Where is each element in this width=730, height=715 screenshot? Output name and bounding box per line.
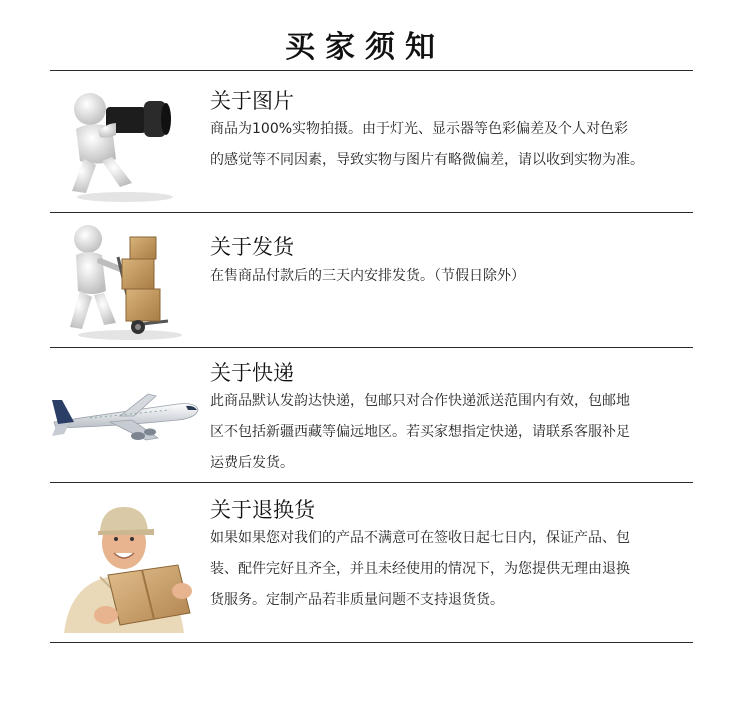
section-heading: 关于快递 bbox=[210, 361, 294, 385]
description-line: 运费后发货。 bbox=[210, 455, 294, 471]
airplane-icon bbox=[50, 360, 200, 490]
section-heading: 关于图片 bbox=[210, 89, 294, 113]
description-line: 的感觉等不同因素，导致实物与图片有略微偏差，请以收到实物为准。 bbox=[210, 152, 644, 168]
section-heading: 关于发货 bbox=[210, 235, 294, 259]
section-pictures bbox=[50, 71, 693, 212]
photographer-icon bbox=[50, 79, 200, 209]
section-description bbox=[210, 523, 700, 616]
divider bbox=[50, 642, 693, 643]
page-title: 买家须知 bbox=[285, 30, 445, 65]
section-description bbox=[210, 386, 700, 479]
description-line: 在售商品付款后的三天内安排发货。（节假日除外） bbox=[210, 268, 525, 284]
section-description bbox=[210, 114, 700, 176]
section-shipping bbox=[50, 213, 693, 347]
description-line: 区不包括新疆西藏等偏远地区。若买家想指定快递，请联系客服补足 bbox=[210, 424, 630, 440]
section-heading: 关于退换货 bbox=[210, 498, 315, 522]
description-line: 商品为100%实物拍摄。由于灯光、显示器等色彩偏差及个人对色彩 bbox=[210, 121, 629, 137]
delivery-cart-icon bbox=[50, 217, 200, 347]
description-line: 货服务。定制产品若非质量问题不支持退货货。 bbox=[210, 592, 504, 608]
description-line: 装、配件完好且齐全，并且未经使用的情况下，为您提供无理由退换 bbox=[210, 561, 630, 577]
description-line: 此商品默认发韵达快递，包邮只对合作快递派送范围内有效，包邮地 bbox=[210, 393, 630, 409]
section-description bbox=[210, 261, 700, 292]
section-courier bbox=[50, 348, 693, 482]
section-returns bbox=[50, 483, 693, 642]
description-line: 如果如果您对我们的产品不满意可在签收日起七日内，保证产品、包 bbox=[210, 530, 630, 546]
courier-with-box-icon bbox=[50, 493, 200, 643]
